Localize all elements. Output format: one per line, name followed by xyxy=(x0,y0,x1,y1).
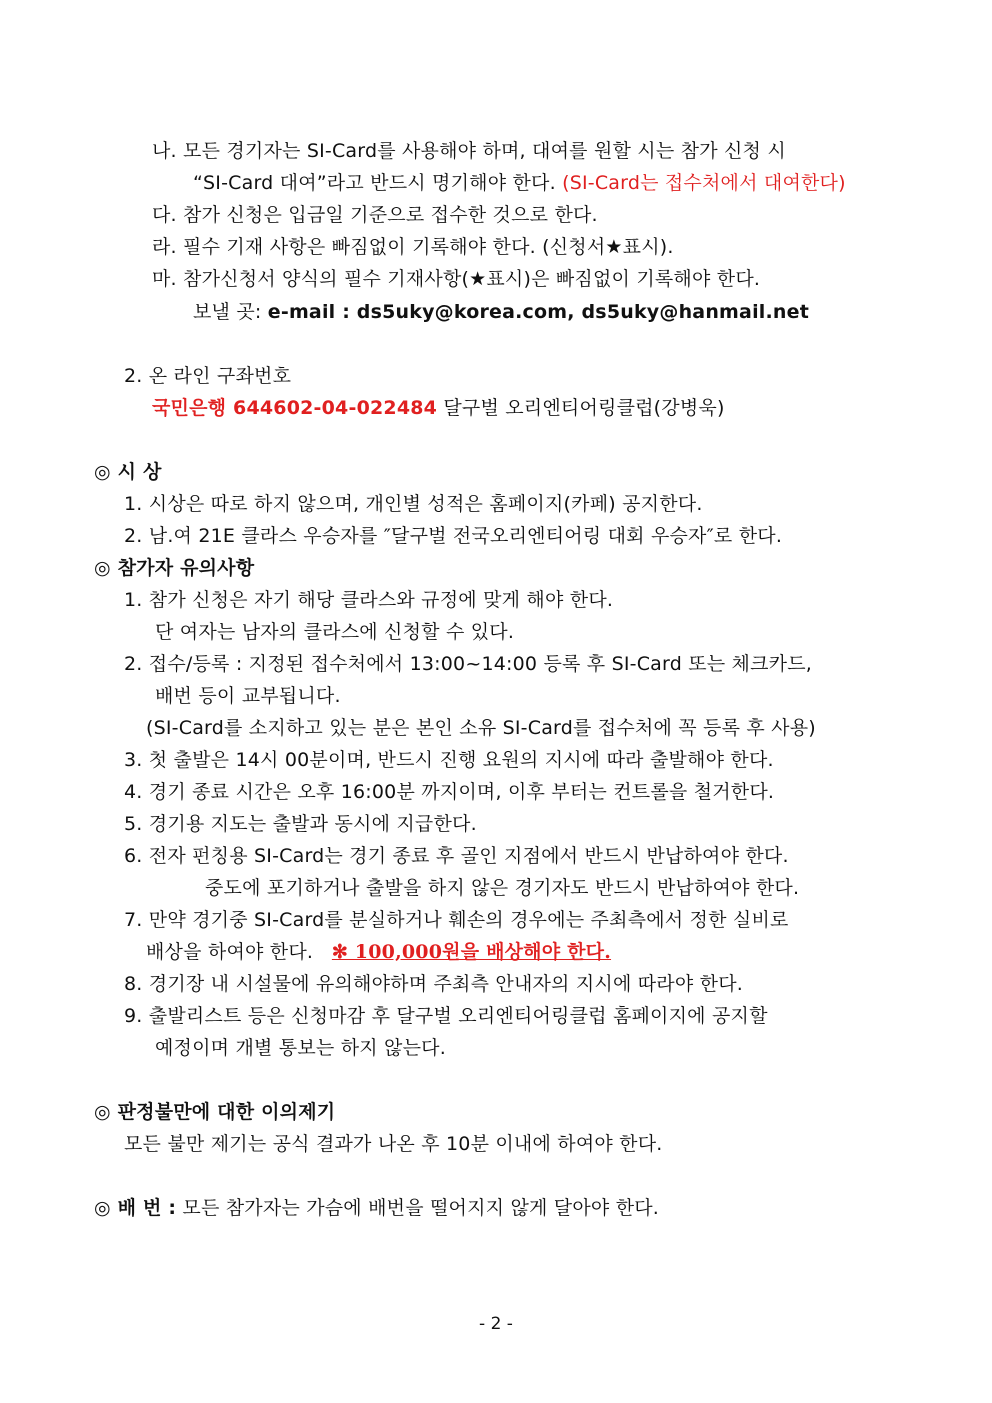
send-to-label: 보낼 곳: xyxy=(193,301,262,323)
note-7-line1: 7. 만약 경기중 SI-Card를 분실하거나 훼손의 경우에는 주최측에서 정한 실비로 xyxy=(124,909,789,931)
note-2-line2: 배번 등이 교부됩니다. xyxy=(155,685,341,707)
note-9-line2: 예정이며 개별 통보는 하지 않는다. xyxy=(155,1037,446,1059)
award-heading: ◎ 시 상 xyxy=(94,461,162,483)
bib-text: 모든 참가자는 가슴에 배번을 떨어지지 않게 달아야 한다. xyxy=(182,1197,660,1219)
send-to-line xyxy=(193,299,809,325)
page-number: - 2 - xyxy=(479,1314,513,1334)
note-6-line1: 6. 전자 펀칭용 SI-Card는 경기 종료 후 골인 지점에서 반드시 반납하여야 한다. xyxy=(124,845,789,867)
account-holder: 달구벌 오리엔티어링클럽(강병욱) xyxy=(443,397,725,419)
note-9-line1: 9. 출발리스트 등은 신청마감 후 달구벌 오리엔티어링클럽 홈페이지에 공지할 xyxy=(124,1005,768,1027)
note-4: 4. 경기 종료 시간은 오후 16:00분 까지이며, 이후 부터는 컨트롤을 철거한다. xyxy=(124,781,775,803)
registration-item-na-line2 xyxy=(193,170,846,196)
bib-line xyxy=(94,1195,659,1221)
note-8: 8. 경기장 내 시설물에 유의해야하며 주최측 안내자의 지시에 따라야 한다. xyxy=(124,973,743,995)
registration-item-ma: 마. 참가신청서 양식의 필수 기재사항(★표시)은 빠짐없이 기록해야 한다. xyxy=(152,268,761,290)
online-account-heading: 2. 온 라인 구좌번호 xyxy=(124,365,292,387)
send-to-emails: e-mail : ds5uky@korea.com, ds5uky@hanmail.net xyxy=(267,301,810,323)
note-2-line1: 2. 접수/등록 : 지정된 접수처에서 13:00~14:00 등록 후 SI-Card 또는 체크카드, xyxy=(124,653,812,675)
note-7-line2 xyxy=(146,939,611,965)
note-2-line3: (SI-Card를 소지하고 있는 분은 본인 소유 SI-Card를 접수처에 꼭 등록 후 사용) xyxy=(146,717,816,739)
si-card-rental-note: (SI-Card는 접수처에서 대여한다) xyxy=(562,172,846,194)
notes-heading: ◎ 참가자 유의사항 xyxy=(94,557,255,579)
award-item-2: 2. 남.여 21E 클라스 우승자를 ″달구벌 전국오리엔티어링 대회 우승자″로 한다. xyxy=(124,525,783,547)
note-7-text: 배상을 하여야 한다. xyxy=(146,941,314,963)
compensation-note: ✻ 100,000원을 배상해야 한다. xyxy=(331,941,612,963)
registration-item-na-text: “SI-Card 대여”라고 반드시 명기해야 한다. xyxy=(193,172,556,194)
note-5: 5. 경기용 지도는 출발과 동시에 지급한다. xyxy=(124,813,477,835)
online-account-line xyxy=(152,395,725,421)
note-3: 3. 첫 출발은 14시 00분이며, 반드시 진행 요원의 지시에 따라 출발해야 한다. xyxy=(124,749,774,771)
objection-text: 모든 불만 제기는 공식 결과가 나온 후 10분 이내에 하여야 한다. xyxy=(124,1133,663,1155)
objection-heading: ◎ 판정불만에 대한 이의제기 xyxy=(94,1101,336,1123)
note-1-line1: 1. 참가 신청은 자기 해당 클라스와 규정에 맞게 해야 한다. xyxy=(124,589,614,611)
note-6-line2: 중도에 포기하거나 출발을 하지 않은 경기자도 반드시 반납하여야 한다. xyxy=(205,877,800,899)
note-1-line2: 단 여자는 남자의 클라스에 신청할 수 있다. xyxy=(155,621,515,643)
bank-account-number: 국민은행 644602-04-022484 xyxy=(152,397,438,419)
award-item-1: 1. 시상은 따로 하지 않으며, 개인별 성적은 홈페이지(카페) 공지한다. xyxy=(124,493,703,515)
registration-item-da: 다. 참가 신청은 입금일 기준으로 접수한 것으로 한다. xyxy=(152,204,598,226)
registration-item-ra: 라. 필수 기재 사항은 빠짐없이 기록해야 한다. (신청서★표시). xyxy=(152,236,674,258)
registration-item-na-line1: 나. 모든 경기자는 SI-Card를 사용해야 하며, 대여를 원할 시는 참가 신청 시 xyxy=(152,140,786,162)
bib-heading: ◎ 배 번 : xyxy=(94,1197,177,1219)
